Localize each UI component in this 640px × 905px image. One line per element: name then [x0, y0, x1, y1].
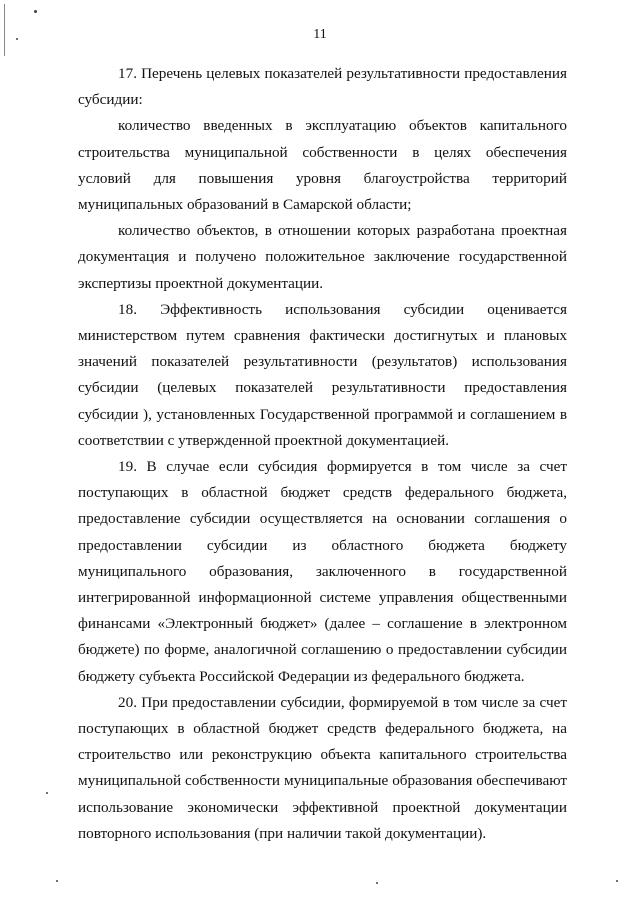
paragraph-17: 17. Перечень целевых показателей результативности предоставления субсидии: — [78, 65, 567, 109]
paragraph-17-item-1: количество введенных в эксплуатацию объектов капитального строительства муниципальной собственности в целях обеспечения условий для повышения уровня благоустройства территорий муниципальных образований в Самарской области; — [78, 117, 567, 214]
scan-speck — [616, 880, 618, 882]
scan-speck — [34, 10, 37, 13]
scan-speck — [46, 792, 48, 794]
paragraph-19: 19. В случае если субсидия формируется в том числе за счет поступающих в областной бюджет средств федерального бюджета, предоставление субсидии осуществляется на основании соглашения о предоставлении субсидии из областного бюджета бюджету муниципального образования, заключенного в государственной интегрированной информационной системе управления общественными финансами «Электронный бюджет» (далее – соглашение в электронном бюджете) по форме, аналогичной соглашению о предоставлении субсидии бюджету субъекта Российской Федерации из федерального бюджета. — [78, 458, 567, 685]
document-body — [78, 61, 567, 847]
page-number: 11 — [313, 27, 327, 42]
scan-edge-mark — [4, 4, 5, 56]
paragraph-20: 20. При предоставлении субсидии, формируемой в том числе за счет поступающих в областной бюджет средств федерального бюджета, на строительство или реконструкцию объекта капитального строительства муниципальной собственности муниципальные образования обеспечивают использование экономически эффективной проектной документации повторного использования (при наличии такой документации). — [78, 693, 567, 842]
scan-speck — [376, 882, 378, 884]
paragraph-18: 18. Эффективность использования субсидии оценивается министерством путем сравнения фактически достигнутых и плановых значений показателей результативности (результатов) использования субсидии (целевых показателей результативности предоставления субсидии ), установленных Государственной программой и соглашением в соответствии с утвержденной проектной документацией. — [78, 300, 567, 449]
paragraph-17-item-2: количество объектов, в отношении которых разработана проектная документация и получено положительное заключение государственной экспертизы проектной документации. — [78, 222, 567, 292]
scan-speck — [56, 880, 58, 882]
scan-speck — [16, 38, 18, 40]
